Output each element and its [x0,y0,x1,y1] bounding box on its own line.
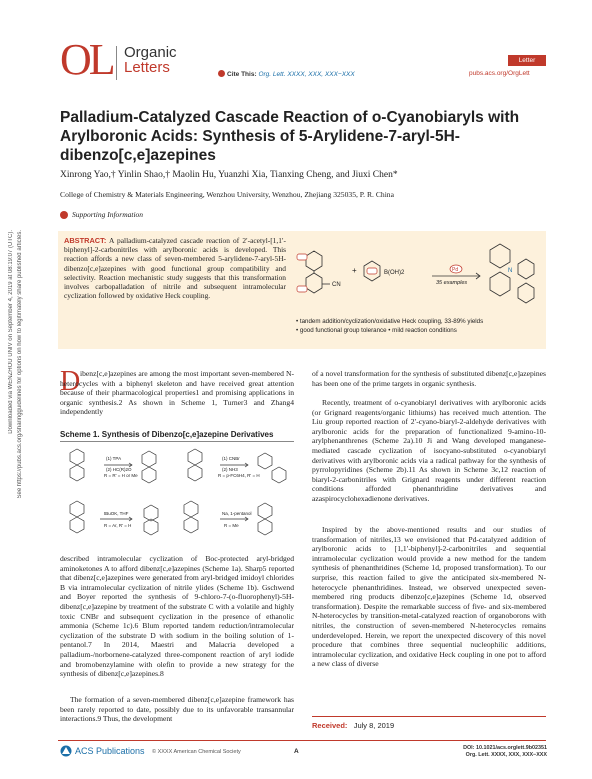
publisher-name[interactable]: ACS Publications [75,746,145,756]
cite-icon [218,70,225,77]
toc-ring-7 [518,283,534,303]
highlight-item: • tandem addition/cyclization/oxidative Heck coupling, 33-89% yields [296,318,484,325]
scheme-c-reagent: tBuOK, THF [104,511,129,516]
author-list[interactable]: Xinrong Yao,† Yinlin Shao,† Maolin Hu, Yuanzhi Xia, Tianxing Cheng, and Jiuxi Chen* [60,170,398,180]
intro-paragraph-1: ibenz[c,e]azepines are among the most important seven-membered N-heterocycles with a biphenyl skeleton and have received great attention because of their pharmacological properties1 and promising applications in organic synthesis.2 As shown in Scheme 1, Turner3 and Zhang4 independently [60,369,294,417]
received-divider [312,716,546,717]
cite-label: Cite This: [227,71,257,78]
acs-logo-icon [60,745,72,757]
toc-ring-2 [306,273,322,293]
article-type-badge: Letter [508,55,546,66]
logo-divider [116,46,117,80]
doi-block [455,745,547,759]
scheme-b-reagent-2: (2) NH3 [222,467,238,472]
body-paragraph-2: Recently, treatment of o-cyanobiaryl derivatives with arylboronic acids (or Grignard reagents/organic lithiums) has received much attention. The Liu group reported reaction of 2′-cyano-biaryl-2-aldehyde derivatives with arylboronic acids for the preparation of functionalized 9-amino-10-arylphenanthrenes (Scheme 2a).10 Ji and Wang developed manganese-mediated cascade cyclization of isocyano-substituted o-cyanobiaryl derivatives with arylboronic acids via a radical pathway for the synthesis of pyrrolopyridines (Scheme 2b).11 As shown in Scheme 3c,12 reaction of biaryl-2-carbonitriles with Grignard reagents under different reaction conditions afforded phenanthridine derivatives and azaspirocyclohexadienone derivatives. [312,398,546,503]
scheme-b-reagent: (1) CNBr [222,456,240,461]
svg-text:CN: CN [332,282,341,288]
journal-logo-letters: Letters [124,59,170,76]
received-value: July 8, 2019 [353,721,395,730]
abstract-label: ABSTRACT: [64,236,107,245]
body-paragraph-3: Inspired by the above-mentioned results and our studies of transformation of nitriles,13 we envisioned that Pd-catalyzed addition of arylboronic acids to [1,1′-biphenyl]-2-carbonitriles and sequential intramolecular cyclization would provide a new method for the tandem synthesis of phenanthridines (Scheme 1d, proposed transformation). To our surprise, this reaction failed to give the anticipated six-membered N-heterocycle phenanthridines. Instead, we observed unexpected seven-membered ring products dibenzo[c,e]azepines (Scheme 1d, observed transformation). Despite the remarkable success of five- and six-membered N-heterocycles by transition-metal-catalyzed reaction of organoborons with nitriles, the construction of seven-membered N-heterocycles remains underdeveloped. Herein, we report the unexpected discovery of this novel procedure that combines three sequential nucleophilic additions, intramolecular cyclization, and oxidative Heck coupling in one pot to afford a new class of diverse [312,525,546,669]
scheme-a-reagent: (1) TPA [106,456,122,461]
sharing-guidelines-line[interactable]: See https://pubs.acs.org/sharingguidelines for options on how to legitimately share published articles. [17,230,23,499]
toc-reagent: B(OH)2 [384,270,405,276]
received-date [312,721,394,730]
toc-graphic [292,236,542,312]
drop-cap: D [60,366,81,397]
download-notice-line: Downloaded via WENZHOU UNIV on September 4, 2019 at 08:19:07 (UTC). [8,230,14,434]
abstract-highlights [296,317,546,335]
download-notice [2,230,32,590]
toc-arrow-label: 35 examples [436,280,468,286]
toc-ring-1 [306,251,322,271]
cite-this[interactable] [218,70,355,78]
page-number: A [294,748,299,755]
scheme-rule [60,441,294,442]
toc-ring-4 [490,244,510,268]
article-title: Palladium-Catalyzed Cascade Reaction of o-Cyanobiaryls with Arylboronic Acids: Synthesis of 5-Arylidene-7-aryl-5H-dibenzo[c,e]azepines [60,109,520,164]
scheme-a-conditions: R = R' = H or Me [104,473,138,478]
scheme-1-graphic [60,443,294,551]
affiliation: College of Chemistry & Materials Engineering, Wenzhou University, Wenzhou, Zhejiang 325035, P. R. China [60,190,394,199]
journal-logo-organic: Organic [124,44,177,61]
svg-text:+: + [352,266,357,275]
cite-reference[interactable]: Org. Lett. XXXX, XXX, XXX−XXX [258,71,355,78]
body-paragraph-1: of a novel transformation for the synthesis of substituted dibenz[c,e]azepines has been one of the prime targets in organic synthesis. [312,369,546,388]
journal-reference: Org. Lett. XXXX, XXX, XXX−XXX [465,752,547,758]
supporting-info-link[interactable]: Supporting Information [72,210,144,219]
abstract-text [64,236,286,300]
svg-text:N: N [508,268,513,274]
journal-logo-ol: OL [60,35,113,84]
scheme-d-conditions: R = Me [224,523,239,528]
doi-link[interactable]: DOI: 10.1021/acs.orglett.9b02351 [463,745,547,751]
toc-catalyst: Pd [452,267,459,273]
received-label: Received: [312,721,348,730]
scheme-c-conditions: R = Ar, R' = H [104,523,132,528]
scheme-b-conditions: R = p-FC6H4, R' = H [218,473,260,478]
scheme-a-reagent-2: (2) HC(R)2O [106,467,132,472]
scheme-1-title: Scheme 1. Synthesis of Dibenzo[c,e]azepine Derivatives [60,430,274,439]
highlight-item: • good functional group tolerance • mild reaction conditions [296,327,457,334]
footer-divider [58,740,546,741]
copyright: © XXXX American Chemical Society [152,749,241,755]
scheme-d-reagent: Na, 1-pentanol [222,511,252,516]
abstract-body: A palladium-catalyzed cascade reaction of 2′-acetyl-[1,1′-biphenyl]-2-carbonitriles with arylboronic acids is developed. This reaction affords a new class of seven-membered 5-arylidene-7-aryl-5H-dibenzo[c,e]azepines with good functional group compatibility and selectivity. Reaction mechanistic study suggests that this transformation involves carbopalladation of nitrile and subsequent intramolecular cyclization followed by oxidative Heck coupling. [64,236,286,301]
supporting-info-icon [60,211,68,219]
toc-ring-5 [490,272,510,296]
journal-url-link[interactable]: pubs.acs.org/OrgLett [469,70,530,77]
intro-paragraph-2: described intramolecular cyclization of Boc-protected aryl-bridged aminoketones A to afford dibenz[c,e]azepines (Scheme 1a). Sharp5 reported that dibenz[c,e]azepines were generated from aryl-bridged imidoyl chlorides B via intramolecular cyclization of nitrile ylides (Scheme 1b). Gschwend and Boyer reported the synthesis of 9-chloro-7-(o-fluorophenyl)-5H-dibenz[c,e]azepine by treatment of the substrate C with a volatile and highly toxic CNBr and subsequent cyclization in the presence of ethanolic ammonia (Scheme 1c).6 Blum reported tandem reduction/intramolecular cyclization of the substrate D with sodium in the boiling solution of 1-pentanol.7 In 2014, Maestri and Malacria developed a palladium-/norbornene-catalyzed three-component reaction of aryl iodide and bromobenzylamine with olefin to provide a new strategy for the synthesis of dibenz[c,e]azepines.8 [60,554,294,679]
toc-ring-6 [518,259,534,279]
intro-paragraph-3: The formation of a seven-membered dibenz[c,e]azepine framework has been rarely reported to date, possibly due to its unfavorable transannular interactions.9 Thus, the development [60,695,294,724]
